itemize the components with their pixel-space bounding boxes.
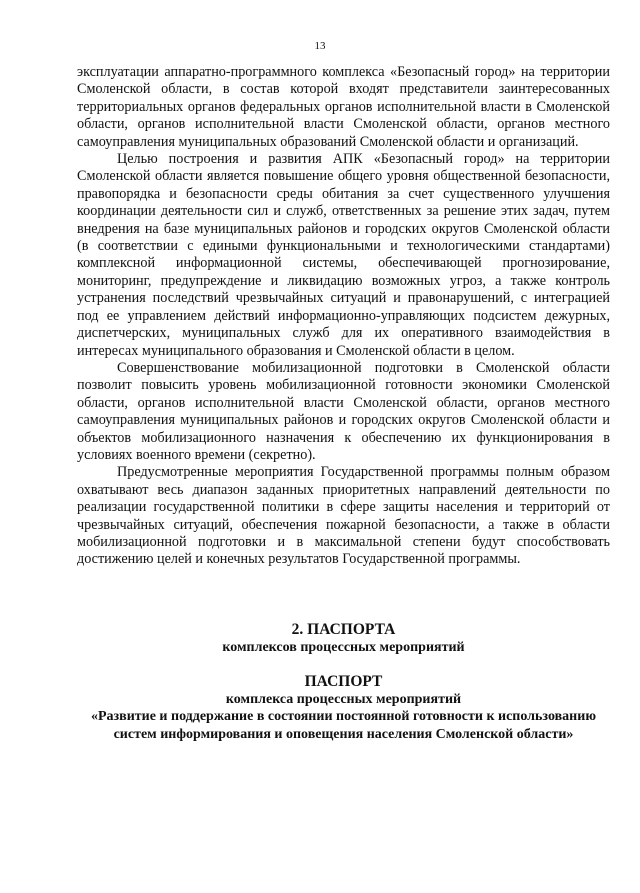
paragraph-continuation: эксплуатации аппаратно-программного комплекса «Безопасный город» на территории Смоленской области, в состав которой входят представители заинтересованных территориальных органов федеральных органов исполнительной власти в Смоленской области, органов исполнительной власти Смоленской области, органов местного самоуправления муниципальных образований Смоленской области и организаций. [77, 64, 610, 150]
page-number: 13 [314, 40, 326, 52]
section-subheading: комплексов процессных мероприятий [222, 640, 465, 655]
paragraph-apk-goal: Целью построения и развития АПК «Безопасный город» на территории Смоленской области является повышение общего уровня общественной безопасности, правопорядка и безопасности среды обитания за счет существенного улучшения координации деятельности сил и служб, ответственных за решение этих задач, путем внедрения на базе муниципальных районов и городских округов Смоленской области (в соответствии с едиными функциональными и технологическими стандартами) комплексной информационной системы, обеспечивающей прогнозирование, мониторинг, предупреждение и ликвидацию возможных угроз, а также контроль устранения последствий чрезвычайных ситуаций и правонарушений, с интеграцией под ее управлением действий информационно-управляющих подсистем дежурных, диспетчерских, муниципальных служб для их оперативного взаимодействия в интересах муниципального образования и Смоленской области в целом. [77, 151, 610, 359]
passport-title: «Развитие и поддержание в состоянии постоянной готовности к использованию систем информирования и оповещения населения Смоленской области» [90, 709, 597, 742]
section-heading: 2. ПАСПОРТА [291, 621, 396, 638]
document-body [77, 64, 610, 569]
paragraph-program-measures: Предусмотренные мероприятия Государственной программы полным образом охватывают весь диапазон заданных приоритетных направлений деятельности по реализации государственной политики в сфере защиты населения и территорий от чрезвычайных ситуаций, обеспечения пожарной безопасности, а также в области мобилизационной подготовки и в максимальной степени будут способствовать достижению целей и конечных результатов Государственной программы. [77, 464, 610, 568]
passport-heading: ПАСПОРТ [304, 673, 383, 690]
paragraph-mobilization: Совершенствование мобилизационной подготовки в Смоленской области позволит повысить уровень мобилизационной готовности экономики Смоленской области, органов исполнительной власти Смоленской области, органов местного самоуправления муниципальных районов и городских округов Смоленской области и объектов мобилизационного назначения к обеспечению их функционирования в условиях военного времени (секретно). [77, 359, 610, 463]
passport-subheading: комплекса процессных мероприятий [225, 692, 462, 707]
